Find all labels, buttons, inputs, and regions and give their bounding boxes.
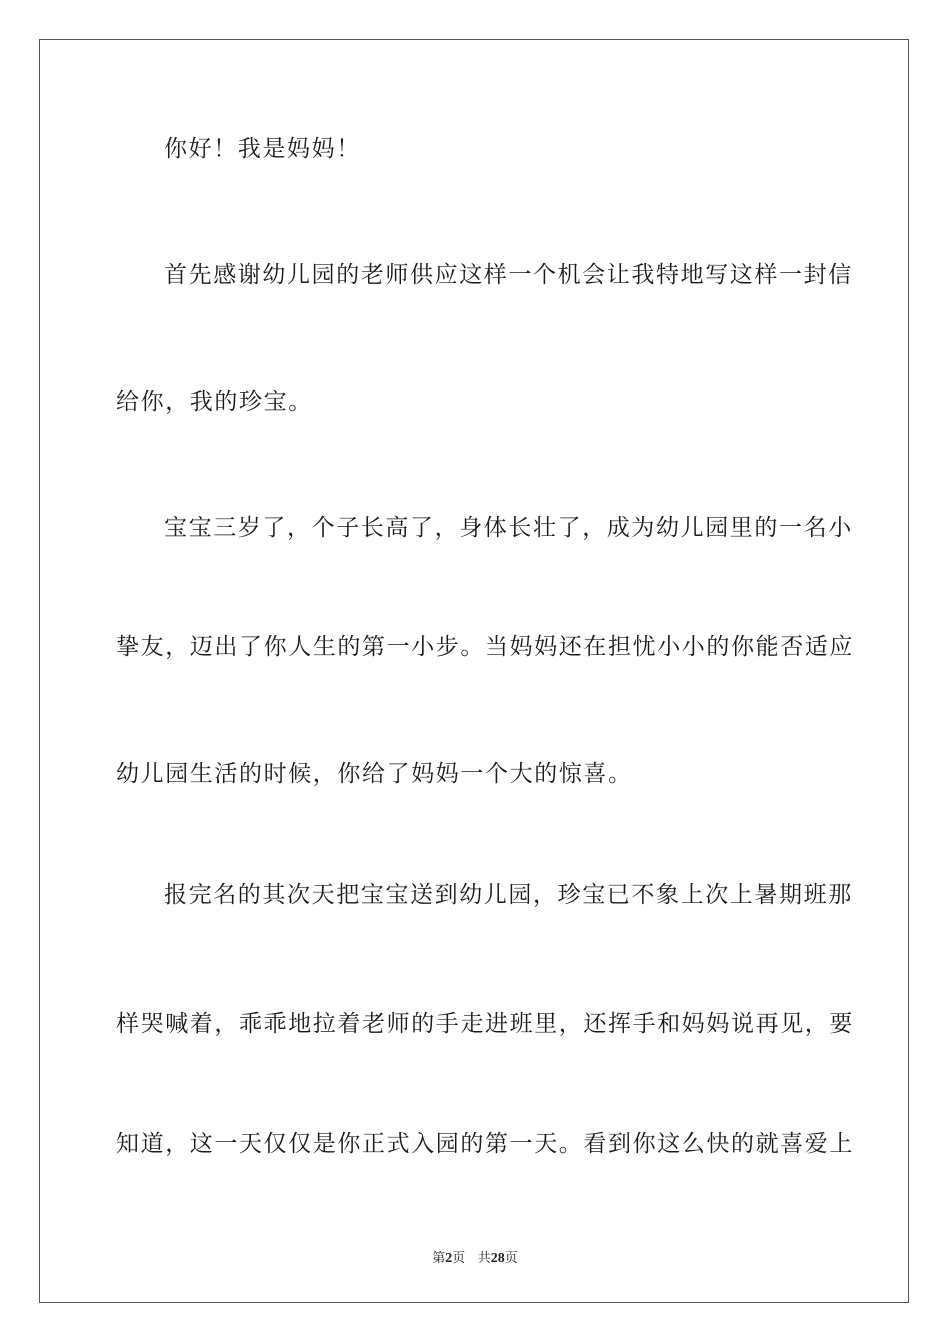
total-suffix: 页 [504, 1251, 518, 1266]
paragraph-1-line-1: 首先感谢幼儿园的老师供应这样一个机会让我特地写这样一封信 [164, 262, 853, 288]
paragraph-2-line-3: 幼儿园生活的时候，你给了妈妈一个大的惊喜。 [116, 761, 633, 787]
paragraph-3-line-1: 报完名的其次天把宝宝送到幼儿园，珍宝已不象上次上暑期班那 [164, 882, 853, 908]
paragraph-3-line-2: 样哭喊着，乖乖地拉着老师的手走进班里，还挥手和妈妈说再见，要 [116, 1011, 854, 1037]
page-number: 2 [445, 1251, 453, 1266]
greeting-line: 你好！我是妈妈！ [164, 136, 361, 162]
total-prefix: 共 [477, 1251, 491, 1266]
page-footer [0, 1247, 950, 1267]
paragraph-2-line-2: 挚友，迈出了你人生的第一小步。当妈妈还在担忧小小的你能否适应 [116, 634, 854, 660]
paragraph-2-line-1: 宝宝三岁了，个子长高了，身体长壮了，成为幼儿园里的一名小 [164, 515, 853, 541]
page-suffix: 页 [452, 1251, 466, 1266]
paragraph-1-line-2: 给你，我的珍宝。 [116, 389, 313, 415]
paragraph-3-line-3: 知道，这一天仅仅是你正式入园的第一天。看到你这么快的就喜爱上 [116, 1131, 854, 1157]
page-prefix: 第 [432, 1251, 446, 1266]
page-border [39, 39, 909, 1303]
total-pages: 28 [490, 1251, 505, 1266]
